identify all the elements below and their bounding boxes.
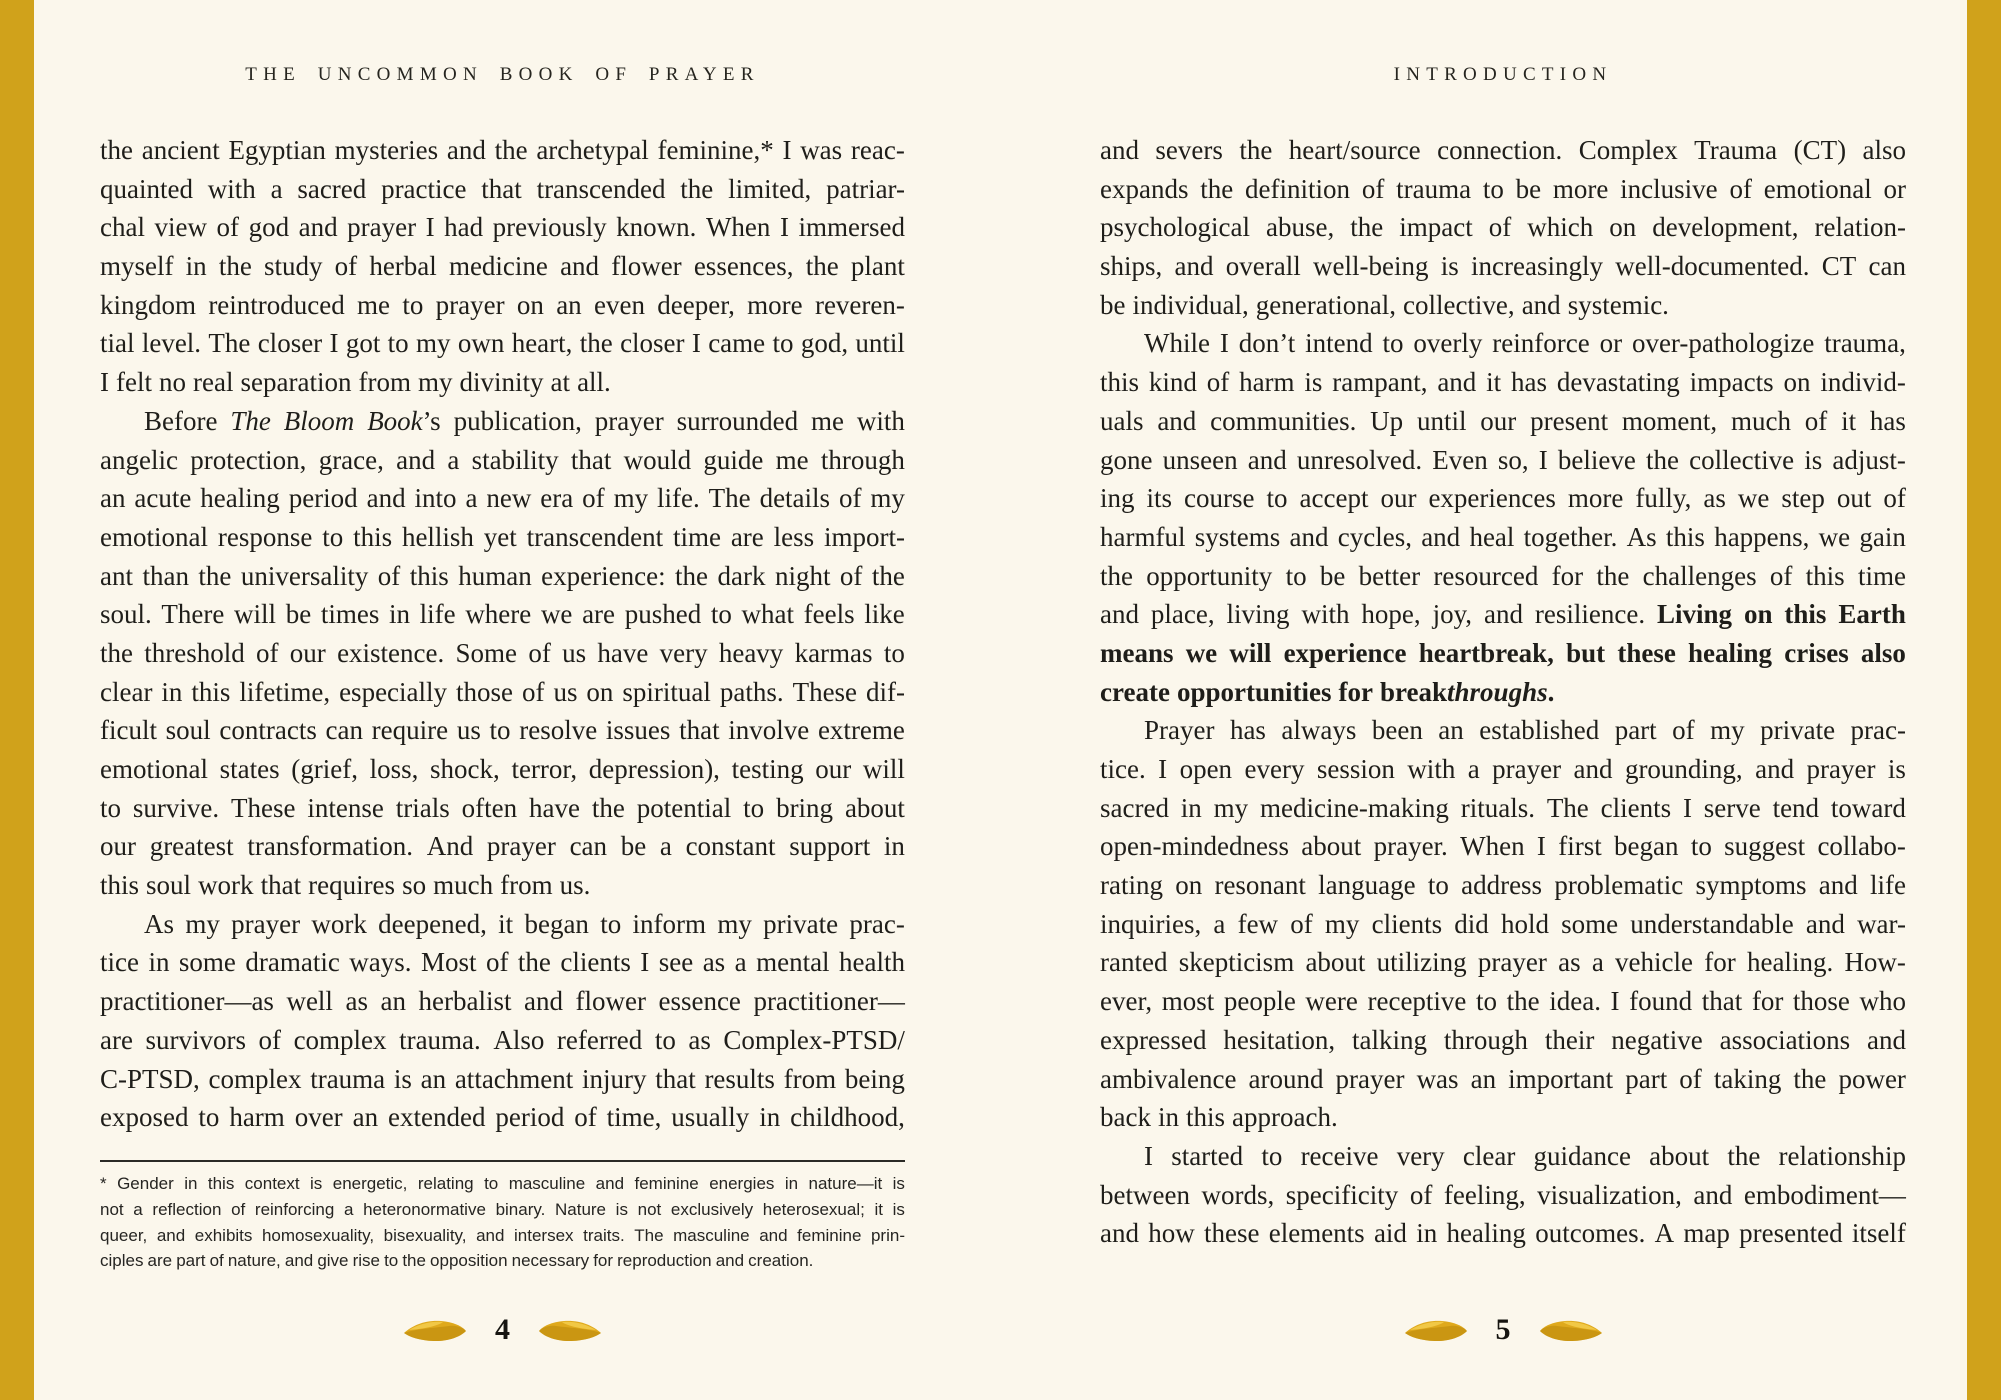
text-line: ever, most people were receptive to the idea. I found that for those who bbox=[1100, 986, 1906, 1017]
left-folio bbox=[100, 1304, 905, 1356]
text-line: expressed hesitation, talking through their negative associations and bbox=[1100, 1024, 1906, 1055]
text-line: ciples are part of nature, and give rise to the opposition necessary for reproduction and creation. bbox=[100, 1251, 814, 1271]
right-page-body bbox=[1100, 131, 1906, 1253]
right-page-number: 5 bbox=[1495, 1313, 1511, 1346]
text-line: emotional response to this hellish yet transcendent time are less import- bbox=[100, 521, 905, 552]
text-line: queer, and exhibits homosexuality, bisexuality, and intersex traits. The masculine and feminine prin- bbox=[100, 1225, 905, 1245]
text-line: the opportunity to be better resourced for the challenges of this time bbox=[1100, 560, 1906, 591]
text-line: ranted skepticism about utilizing prayer as a vehicle for healing. How- bbox=[1100, 947, 1906, 978]
text-line: clear in this lifetime, especially those of us on spiritual paths. These dif- bbox=[100, 676, 905, 707]
text-line: psychological abuse, the impact of which on development, relation- bbox=[1100, 212, 1906, 243]
right-page bbox=[1100, 0, 1906, 1400]
text-line: this soul work that requires so much from us. bbox=[100, 870, 591, 901]
text-line: angelic protection, grace, and a stability that would guide me through bbox=[100, 444, 905, 475]
text-line: ships, and overall well-being is increasingly well-documented. CT can bbox=[1100, 251, 1906, 282]
text-line: practitioner—as well as an herbalist and flower essence practitioner— bbox=[100, 986, 905, 1017]
book-cover-edge-right bbox=[1967, 0, 2001, 1400]
text-line: are survivors of complex trauma. Also referred to as Complex-PTSD/ bbox=[100, 1024, 905, 1055]
text-line: back in this approach. bbox=[1100, 1102, 1338, 1133]
text-line: ant than the universality of this human experience: the dark night of the bbox=[100, 560, 905, 591]
text-line: expands the definition of trauma to be more inclusive of emotional or bbox=[1100, 173, 1906, 204]
footnote-rule bbox=[100, 1160, 905, 1162]
text-line: exposed to harm over an extended period of time, usually in childhood, bbox=[100, 1102, 905, 1133]
text-line: uals and communities. Up until our present moment, much of it has bbox=[1100, 405, 1906, 436]
leaf-ornament-icon bbox=[1539, 1316, 1603, 1344]
text-line: and place, living with hope, joy, and resilience. Living on this Earth bbox=[1100, 599, 1906, 630]
text-line: As my prayer work deepened, it began to inform my private prac- bbox=[144, 908, 905, 939]
text-line: the ancient Egyptian mysteries and the archetypal feminine,* I was reac- bbox=[100, 135, 905, 165]
text-line: emotional states (grief, loss, shock, terror, depression), testing our will bbox=[100, 754, 905, 784]
text-line: the threshold of our existence. Some of us have very heavy karmas to bbox=[100, 637, 905, 668]
text-line: myself in the study of herbal medicine and flower essences, the plant bbox=[100, 251, 905, 282]
text-line: chal view of god and prayer I had previously known. When I immersed bbox=[100, 212, 905, 243]
text-line: and severs the heart/source connection. Complex Trauma (CT) also bbox=[1100, 135, 1906, 165]
text-line: gone unseen and unresolved. Even so, I believe the collective is adjust- bbox=[1100, 444, 1906, 475]
text-line: ing its course to accept our experiences more fully, as we step out of bbox=[1100, 483, 1906, 514]
text-line: harmful systems and cycles, and heal together. As this happens, we gain bbox=[1100, 521, 1906, 552]
footnote bbox=[100, 1160, 905, 1274]
left-page-number: 4 bbox=[495, 1313, 510, 1346]
text-line: While I don’t intend to overly reinforce or over-pathologize trauma, bbox=[1144, 328, 1906, 359]
text-line: C-PTSD, complex trauma is an attachment injury that results from being bbox=[100, 1063, 905, 1094]
text-line: ambivalence around prayer was an important part of taking the power bbox=[1100, 1063, 1906, 1094]
leaf-ornament-icon bbox=[403, 1316, 467, 1344]
text-line: soul. There will be times in life where we are pushed to what feels like bbox=[100, 599, 905, 630]
text-line: I started to receive very clear guidance about the relationship bbox=[1144, 1140, 1906, 1171]
text-line: rating on resonant language to address problematic symptoms and life bbox=[1100, 870, 1906, 901]
text-line: ficult soul contracts can require us to resolve issues that involve extreme bbox=[100, 715, 905, 746]
footnote-body bbox=[100, 1171, 905, 1274]
text-line: create opportunities for breakthroughs. bbox=[1100, 676, 1555, 707]
running-head-left: THE UNCOMMON BOOK OF PRAYER bbox=[245, 64, 760, 85]
right-folio bbox=[1100, 1304, 1906, 1356]
book-cover-edge-left bbox=[0, 0, 34, 1400]
text-line: between words, specificity of feeling, visualization, and embodiment— bbox=[1100, 1179, 1906, 1210]
text-line: not a reflection of reinforcing a heteronormative binary. Nature is not exclusively heterosexual; it is bbox=[100, 1199, 905, 1219]
text-line: I felt no real separation from my divinity at all. bbox=[100, 367, 611, 398]
leaf-ornament-icon bbox=[1404, 1316, 1468, 1344]
text-line: Prayer has always been an established part of my private prac- bbox=[1144, 715, 1906, 746]
text-line: kingdom reintroduced me to prayer on an even deeper, more reveren- bbox=[100, 289, 905, 320]
left-page-body bbox=[100, 131, 905, 1137]
text-line: Before The Bloom Book’s publication, prayer surrounded me with bbox=[144, 405, 905, 436]
text-line: tice. I open every session with a prayer and grounding, and prayer is bbox=[1100, 754, 1906, 784]
text-line: tice in some dramatic ways. Most of the clients I see as a mental health bbox=[100, 947, 905, 978]
text-line: our greatest transformation. And prayer can be a constant support in bbox=[100, 831, 905, 862]
text-line: this kind of harm is rampant, and it has devastating impacts on individ- bbox=[1100, 367, 1906, 398]
text-line: to survive. These intense trials often have the potential to bring about bbox=[100, 792, 905, 823]
text-line: and how these elements aid in healing outcomes. A map presented itself bbox=[1100, 1218, 1906, 1249]
running-head-right: INTRODUCTION bbox=[1393, 64, 1613, 85]
left-page bbox=[100, 0, 905, 1400]
text-line: open-mindedness about prayer. When I first began to suggest collabo- bbox=[1100, 831, 1906, 862]
text-line: an acute healing period and into a new era of my life. The details of my bbox=[100, 483, 905, 514]
text-line: be individual, generational, collective, and systemic. bbox=[1100, 289, 1669, 320]
text-line: means we will experience heartbreak, but these healing crises also bbox=[1100, 637, 1906, 668]
text-line: sacred in my medicine-making rituals. The clients I serve tend toward bbox=[1100, 792, 1906, 823]
text-line: inquiries, a few of my clients did hold some understandable and war- bbox=[1100, 908, 1906, 939]
text-line: tial level. The closer I got to my own heart, the closer I came to god, until bbox=[100, 328, 905, 359]
leaf-ornament-icon bbox=[538, 1316, 602, 1344]
text-line: quainted with a sacred practice that transcended the limited, patriar- bbox=[100, 173, 905, 204]
text-line: * Gender in this context is energetic, relating to masculine and feminine energies in nature—it is bbox=[100, 1174, 905, 1193]
